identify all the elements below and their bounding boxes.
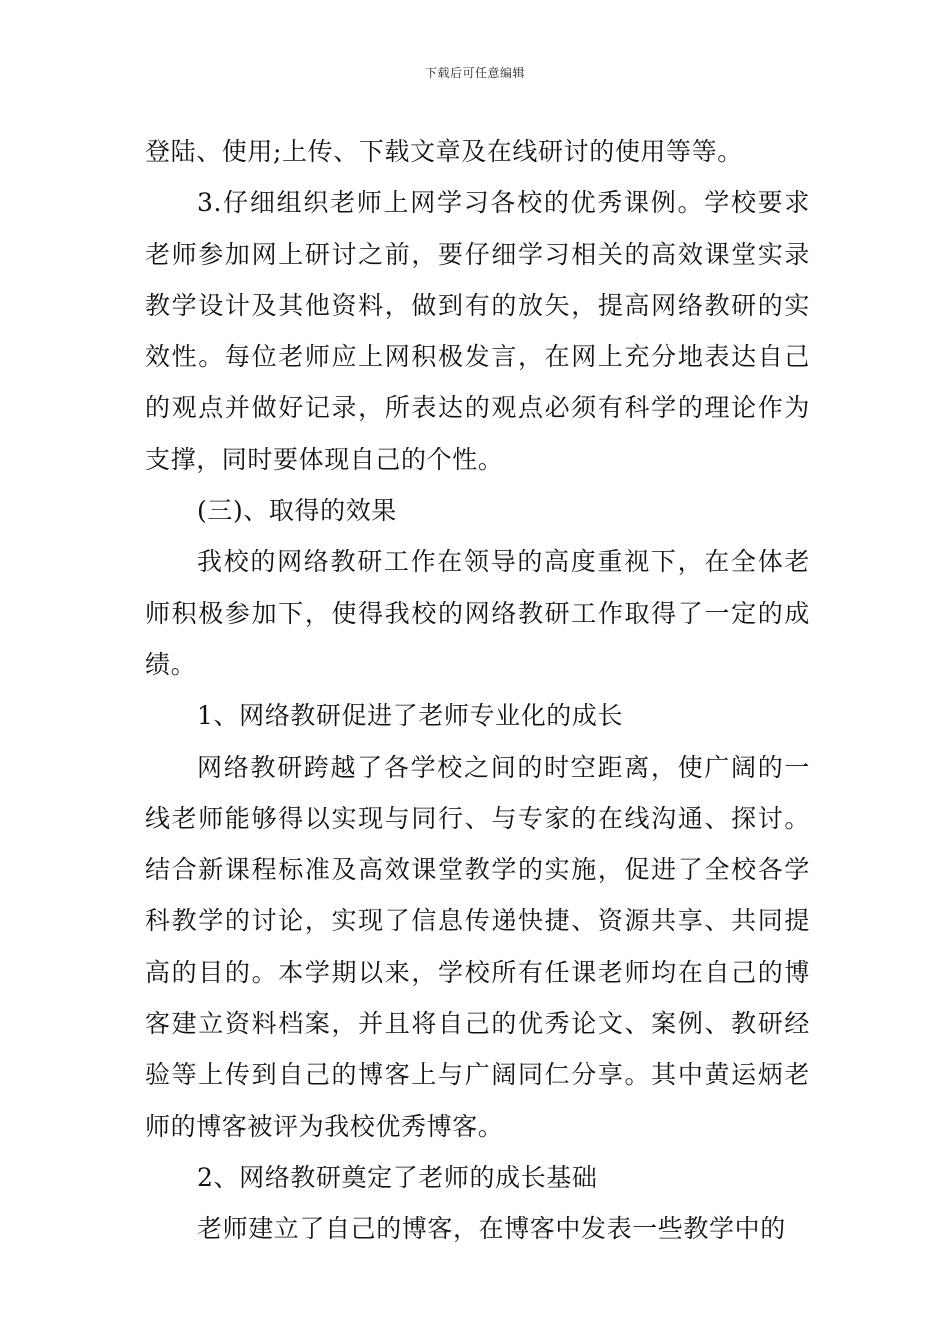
paragraph-continuation: 登陆、使用;上传、下载文章及在线研讨的使用等等。 bbox=[145, 137, 743, 166]
document-body bbox=[145, 126, 810, 1255]
paragraph-subsection-2: 老师建立了自己的博客，在博客中发表一些教学中的 bbox=[197, 1214, 786, 1244]
paragraph-results-intro: 我校的网络教研工作在领导的高度重视下，在全体老师积极参加下，使得我校的网络教研工作取得了一定的成绩。 bbox=[145, 547, 810, 679]
page-header: 下载后可任意编辑 bbox=[424, 66, 525, 80]
section-heading-results: (三)、取得的效果 bbox=[197, 496, 397, 526]
paragraph-item-3: 3.仔细组织老师上网学习各校的优秀课例。学校要求老师参加网上研讨之前，要仔细学习相关的高效课堂实录教学设计及其他资料，做到有的放矢，提高网络教研的实效性。每位老师应上网积极发言，在网上充分地表达自己的观点并做好记录，所表达的观点必须有科学的理论作为支撑，同时要体现自己的个性。 bbox=[145, 188, 810, 474]
subheading-2: 2、网络教研奠定了老师的成长基础 bbox=[197, 1162, 598, 1192]
paragraph-subsection-1: 网络教研跨越了各学校之间的时空距离，使广阔的一线老师能够得以实现与同行、与专家的在线沟通、探讨。结合新课程标准及高效课堂教学的实施，促进了全校各学科教学的讨论，实现了信息传递快捷、资源共享、共同提高的目的。本学期以来，学校所有任课老师均在自己的博客建立资料档案，并且将自己的优秀论文、案例、教研经验等上传到自己的博客上与广阔同仁分享。其中黄运炳老师的博客被评为我校优秀博客。 bbox=[145, 752, 810, 1141]
subheading-1: 1、网络教研促进了老师专业化的成长 bbox=[197, 701, 624, 731]
